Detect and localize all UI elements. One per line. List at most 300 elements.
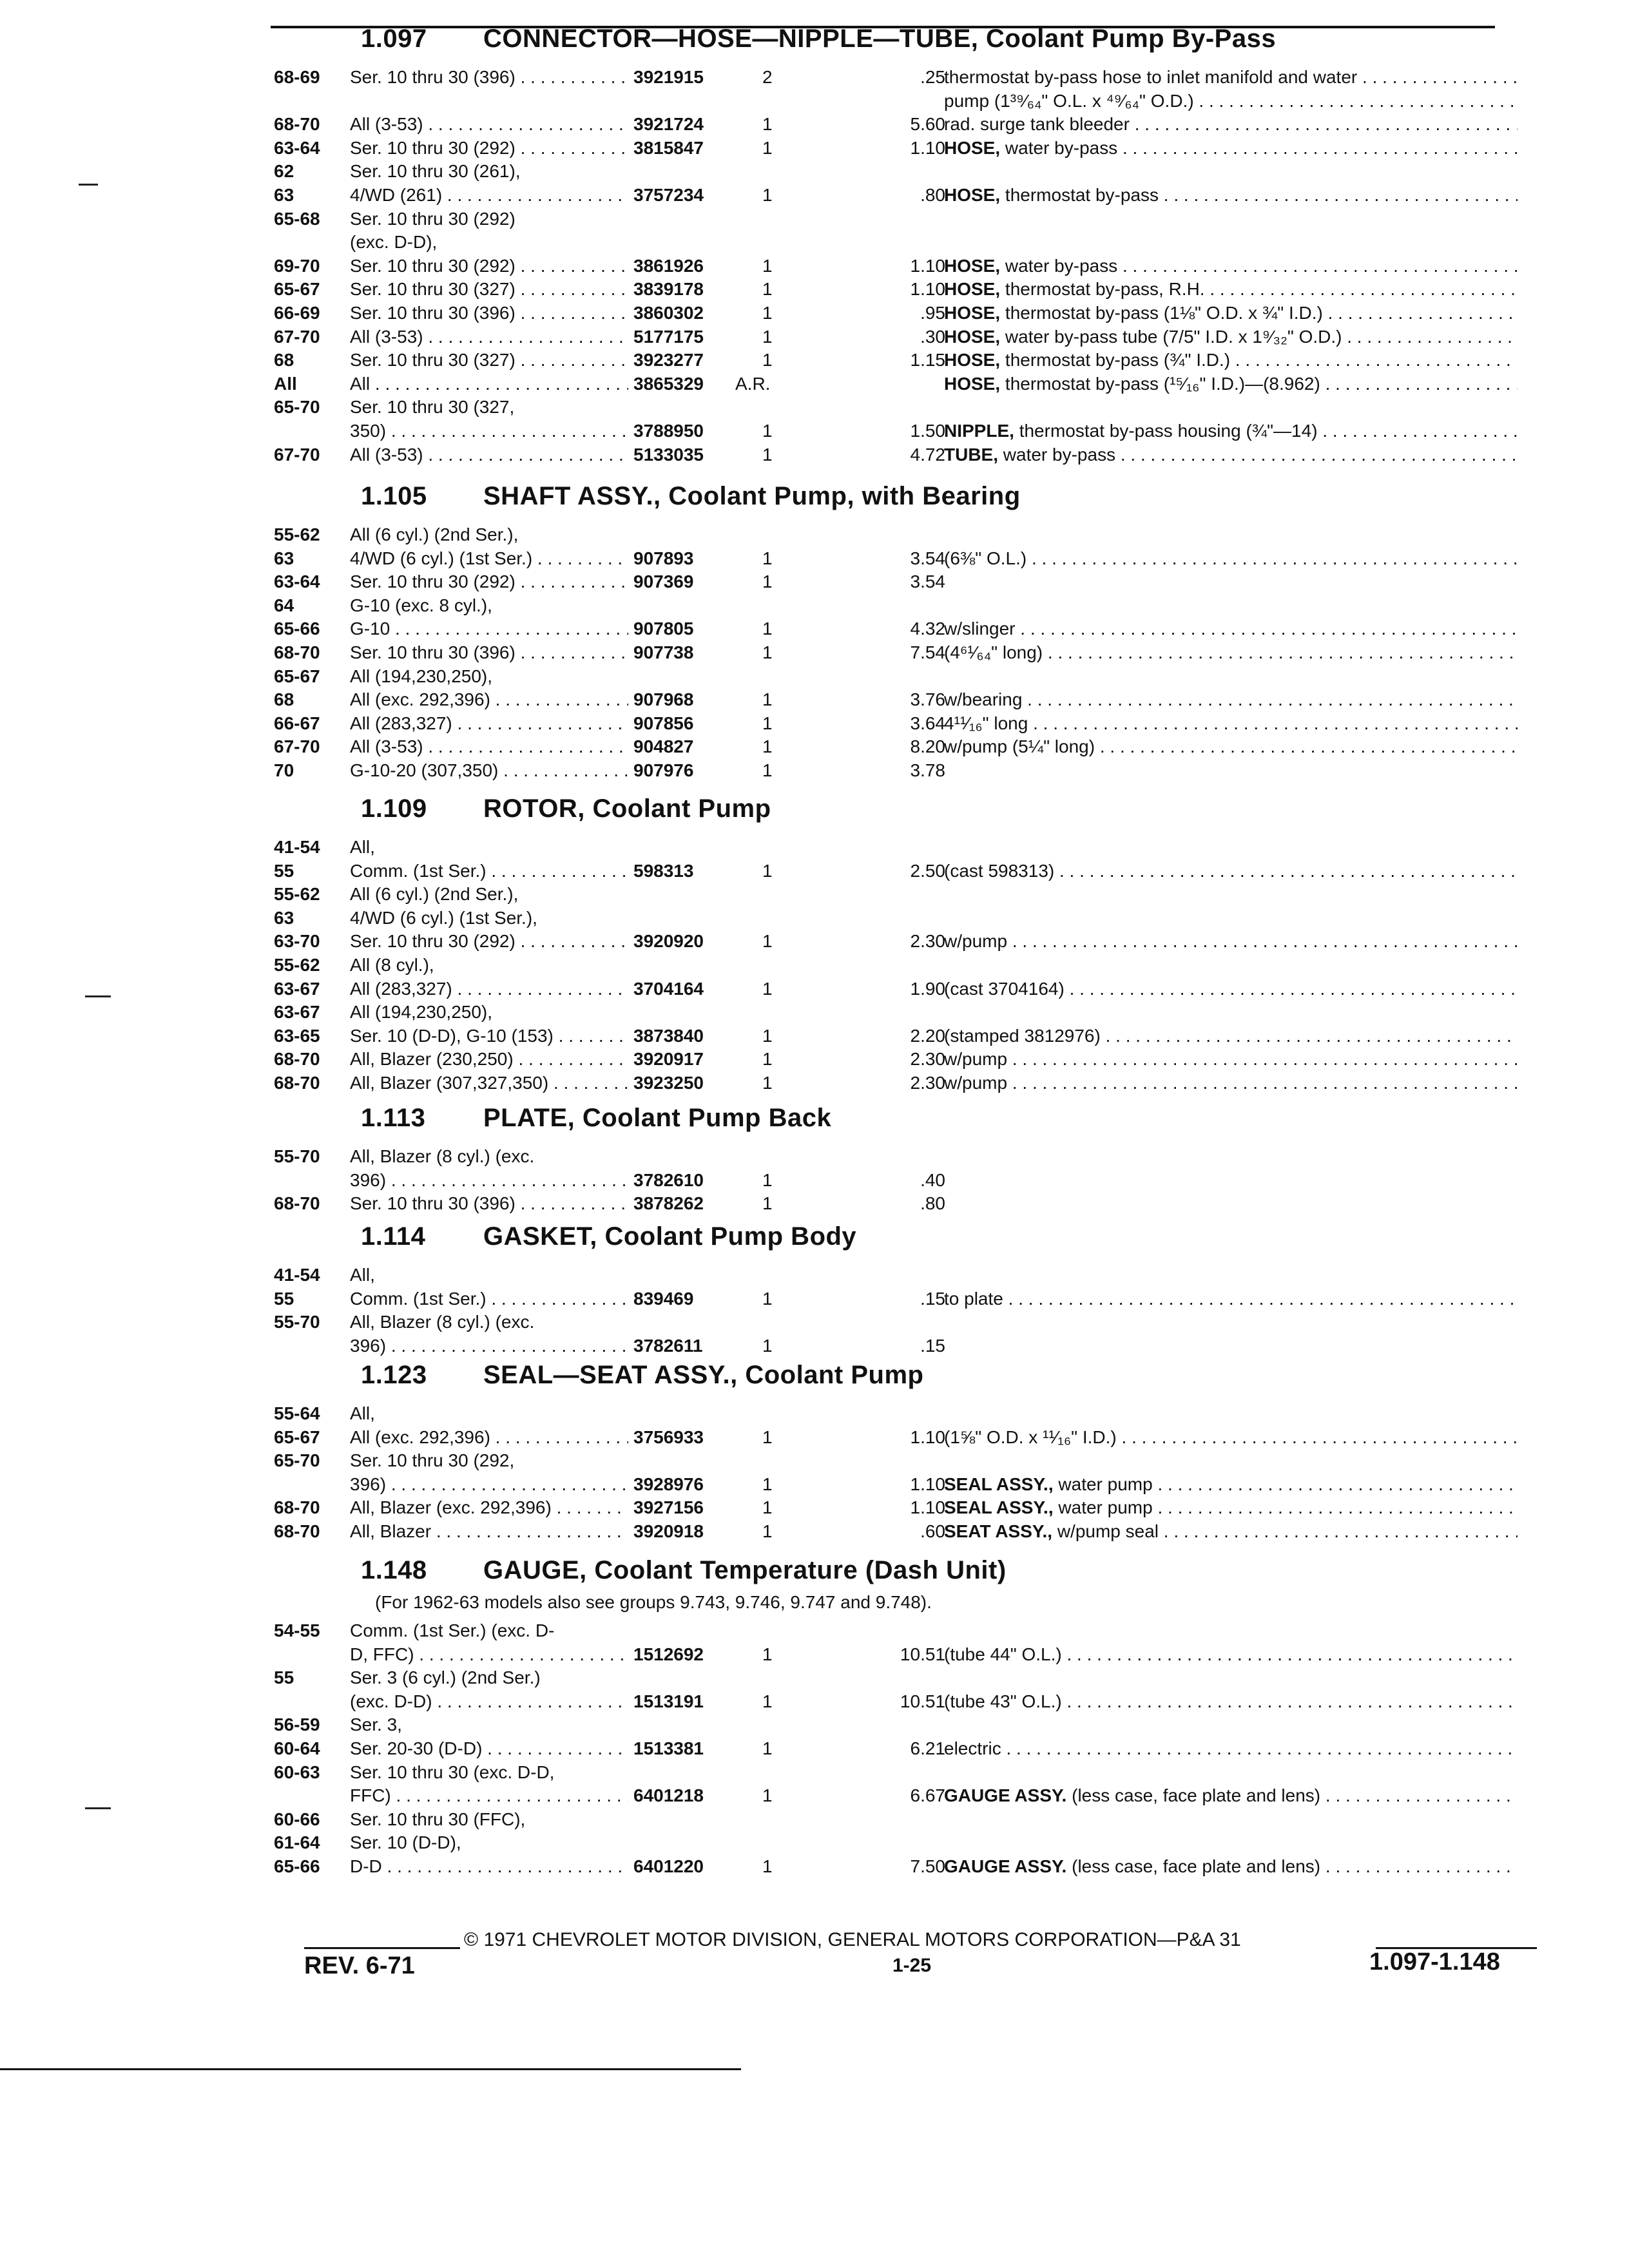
description: [944, 930, 1518, 953]
description: [944, 1426, 1518, 1449]
quantity: 1: [762, 572, 773, 592]
description-text: 4¹¹⁄₁₆" long: [944, 713, 1028, 733]
part-number: 3921915: [633, 67, 704, 87]
list-price: 2.50: [910, 860, 945, 881]
description-text: thermostat by-pass, R.H.: [1005, 279, 1205, 300]
description-text: w/pump (5¼" long): [944, 736, 1095, 757]
model-years: 55-64: [274, 1403, 320, 1423]
list-price: 7.54: [910, 642, 945, 662]
list-price: .15: [920, 1288, 945, 1309]
application: Ser. 10 thru 30 (292) . . .: [350, 137, 628, 160]
section-number: 1.109: [361, 794, 427, 823]
section-title: SHAFT ASSY., Coolant Pump, with Bearing: [483, 482, 1021, 510]
model-years: 67-70: [274, 444, 320, 465]
application: Ser. 10 thru 30 (261),: [350, 161, 521, 182]
description: [944, 302, 1518, 325]
section-heading: [361, 1222, 856, 1251]
description: [944, 1784, 1518, 1807]
model-years: 63: [274, 548, 294, 568]
application: Ser. 10 (D-D), G-10 (153) . . .: [350, 1024, 628, 1048]
model-years: 62: [274, 161, 294, 182]
model-years: 68-70: [274, 642, 320, 662]
model-years: 65-70: [274, 397, 320, 418]
application: D-D . . .: [350, 1855, 628, 1878]
application: 396) . . .: [350, 1169, 628, 1192]
application: Ser. 10 thru 30 (327) . . .: [350, 349, 628, 372]
list-price: 1.15: [910, 350, 945, 370]
quantity: 1: [762, 978, 773, 999]
part-number: 6401220: [633, 1856, 704, 1876]
description: [944, 641, 1518, 664]
model-years: 67-70: [274, 326, 320, 347]
application: All (6 cyl.) (2nd Ser.),: [350, 524, 519, 544]
application: Ser. 10 thru 30 (FFC),: [350, 1809, 526, 1829]
list-price: 1.10: [910, 1497, 945, 1518]
application: All, Blazer (307,327,350) . . .: [350, 1072, 628, 1095]
list-price: 10.51: [900, 1691, 945, 1711]
section-heading: [361, 1104, 831, 1133]
quantity: 1: [762, 1856, 773, 1876]
quantity: 1: [762, 1025, 773, 1046]
quantity: 1: [762, 1521, 773, 1541]
model-years: 56-59: [274, 1715, 320, 1735]
description-text: thermostat by-pass housing (¾"—14): [1019, 421, 1318, 441]
list-price: 2.20: [910, 1025, 945, 1046]
description-text: thermostat by-pass (¾" I.D.): [1005, 350, 1231, 370]
application: All (283,327) . . .: [350, 712, 628, 735]
section-title: GAUGE, Coolant Temperature (Dash Unit): [483, 1556, 1007, 1584]
model-years: 41-54: [274, 1265, 320, 1285]
list-price: 1.10: [910, 1427, 945, 1447]
list-price: .80: [920, 185, 945, 205]
application: Ser. 10 thru 30 (396) . . .: [350, 641, 628, 664]
quantity: 1: [762, 350, 773, 370]
list-price: .15: [920, 1335, 945, 1356]
quantity: 1: [762, 444, 773, 465]
section-number: 1.148: [361, 1556, 427, 1584]
description: [944, 1048, 1518, 1071]
part-number: 3927156: [633, 1497, 704, 1518]
part-name: HOSE,: [944, 137, 1001, 158]
list-price: 4.72: [910, 444, 945, 465]
section-title: GASKET, Coolant Pump Body: [483, 1222, 857, 1251]
model-years: 68-70: [274, 1521, 320, 1541]
part-number: 3920920: [633, 931, 704, 952]
description: [944, 443, 1518, 466]
description-text: w/pump: [944, 1049, 1008, 1070]
model-years: 69-70: [274, 255, 320, 276]
description: [944, 1690, 1518, 1713]
application: Ser. 10 thru 30 (292) . . .: [350, 255, 628, 278]
section-heading: [361, 482, 1021, 511]
part-number: 3757234: [633, 185, 704, 205]
list-price: 2.30: [910, 1049, 945, 1070]
application: All, Blazer (230,250) . . .: [350, 1048, 628, 1071]
description-text: electric: [944, 1738, 1001, 1758]
model-years: 65-66: [274, 1856, 320, 1876]
application: All (3-53) . . .: [350, 113, 628, 136]
margin-tick: [85, 1807, 111, 1809]
description-text: (tube 43" O.L.): [944, 1691, 1062, 1711]
description-text: water pump: [1058, 1497, 1153, 1518]
quantity: 1: [762, 1691, 773, 1711]
part-number: 3873840: [633, 1025, 704, 1046]
part-number: 3923277: [633, 350, 704, 370]
quantity: 1: [762, 279, 773, 300]
model-years: 41-54: [274, 837, 320, 857]
part-number: 839469: [633, 1288, 694, 1309]
part-number: 5133035: [633, 444, 704, 465]
description-text: (stamped 3812976): [944, 1025, 1101, 1046]
model-years: 55: [274, 1667, 294, 1688]
part-name: SEAT ASSY.,: [944, 1521, 1053, 1541]
description-text: (6⅜" O.L.): [944, 548, 1027, 568]
description: [944, 1643, 1518, 1666]
description: [944, 137, 1518, 160]
list-price: 1.10: [910, 279, 945, 300]
section-number: 1.114: [361, 1222, 426, 1251]
footer-rule-left: [304, 1947, 460, 1949]
description: [944, 1072, 1518, 1095]
model-years: 70: [274, 760, 294, 780]
list-price: .25: [920, 67, 945, 87]
part-name: HOSE,: [944, 255, 1001, 276]
part-number: 907738: [633, 642, 694, 662]
description: [944, 977, 1518, 1001]
application: All (8 cyl.),: [350, 955, 434, 975]
list-price: .30: [920, 326, 945, 347]
description: [944, 1287, 1518, 1311]
model-years: 68-70: [274, 1193, 320, 1214]
model-years: 63: [274, 185, 294, 205]
part-number: 3920917: [633, 1049, 704, 1070]
description-text: water by-pass: [1005, 255, 1118, 276]
model-years: 63-70: [274, 931, 320, 952]
quantity: 1: [762, 736, 773, 757]
part-number: 907976: [633, 760, 694, 780]
model-years: 55-70: [274, 1146, 320, 1166]
footer-revision: REV. 6-71: [304, 1952, 415, 1979]
description-text: thermostat by-pass (1⅛" O.D. x ¾" I.D.): [1005, 303, 1323, 323]
application: (exc. D-D),: [350, 232, 438, 253]
description-text: pump (1³⁹⁄₆₄" O.L. x ⁴⁹⁄₆₄" O.D.): [944, 90, 1194, 111]
model-years: 66-69: [274, 303, 320, 323]
model-years: 63: [274, 907, 294, 928]
model-years: 63-67: [274, 978, 320, 999]
quantity: 1: [762, 1427, 773, 1447]
list-price: 3.76: [910, 689, 945, 710]
application: All, Blazer (8 cyl.) (exc.: [350, 1312, 535, 1332]
application: Ser. 10 thru 30 (396) . . .: [350, 302, 628, 325]
application: (exc. D-D) . . .: [350, 1690, 628, 1713]
description-text: (tube 44" O.L.): [944, 1644, 1062, 1664]
application: 396) . . .: [350, 1473, 628, 1496]
part-number: 907968: [633, 689, 694, 710]
application: FFC) . . .: [350, 1784, 628, 1807]
model-years: 65-68: [274, 208, 320, 229]
part-number: 3704164: [633, 978, 704, 999]
part-number: 598313: [633, 860, 694, 881]
application: Ser. 10 (D-D),: [350, 1832, 461, 1853]
description: [944, 735, 1518, 758]
application: Ser. 3 (6 cyl.) (2nd Ser.): [350, 1667, 541, 1688]
model-years: 65-67: [274, 1427, 320, 1447]
description-text: w/bearing: [944, 689, 1023, 710]
description-text: thermostat by-pass hose to inlet manifold and water: [944, 67, 1358, 87]
part-number: 5177175: [633, 326, 704, 347]
model-years: 63-64: [274, 137, 320, 158]
part-number: 3920918: [633, 1521, 704, 1541]
description-text: water by-pass: [1005, 137, 1118, 158]
description-text: w/pump seal: [1057, 1521, 1159, 1541]
list-price: 1.50: [910, 421, 945, 441]
quantity: 1: [762, 689, 773, 710]
model-years: 67-70: [274, 736, 320, 757]
description-text: (less case, face plate and lens): [1072, 1856, 1321, 1876]
application: Ser. 10 thru 30 (327,: [350, 397, 515, 418]
application: Ser. 3,: [350, 1715, 402, 1735]
application: All,: [350, 837, 375, 857]
quantity: 1: [762, 1738, 773, 1758]
application: Ser. 10 thru 30 (396) . . .: [350, 66, 628, 89]
application: All (exc. 292,396) . . .: [350, 688, 628, 711]
part-number: 3921724: [633, 114, 704, 135]
part-number: 3860302: [633, 303, 704, 323]
part-number: 1512692: [633, 1644, 704, 1664]
section-number: 1.097: [361, 24, 427, 53]
description: [944, 1520, 1518, 1543]
application: All (3-53) . . .: [350, 325, 628, 349]
quantity: 1: [762, 114, 773, 135]
description-text: (cast 3704164): [944, 978, 1065, 999]
part-number: 907805: [633, 619, 694, 639]
application: Ser. 10 thru 30 (292): [350, 208, 516, 229]
application: Ser. 10 thru 30 (292) . . .: [350, 570, 628, 593]
part-number: 3815847: [633, 137, 704, 158]
list-price: 2.30: [910, 931, 945, 952]
application: Ser. 10 thru 30 (exc. D-D,: [350, 1762, 555, 1782]
application: Ser. 10 thru 30 (292) . . .: [350, 930, 628, 953]
section-heading: [361, 1556, 1007, 1585]
application: All,: [350, 1403, 375, 1423]
application: Ser. 10 thru 30 (292,: [350, 1450, 515, 1471]
quantity: 2: [762, 67, 773, 87]
part-name: HOSE,: [944, 373, 1001, 394]
description-text: rad. surge tank bleeder: [944, 114, 1130, 135]
description: [944, 712, 1518, 735]
application: Comm. (1st Ser.) . . .: [350, 860, 628, 883]
model-years: 68-70: [274, 1497, 320, 1518]
footer-copyright: © 1971 CHEVROLET MOTOR DIVISION, GENERAL MOTORS CORPORATION—P&A 31: [464, 1929, 1241, 1950]
description: [944, 349, 1518, 372]
application: 4/WD (261) . . .: [350, 184, 628, 207]
application: All (283,327) . . .: [350, 977, 628, 1001]
part-number: 3782611: [633, 1335, 703, 1356]
model-years: 65-70: [274, 1450, 320, 1471]
part-number: 3756933: [633, 1427, 704, 1447]
model-years: 63-67: [274, 1002, 320, 1023]
section-title: PLATE, Coolant Pump Back: [483, 1104, 832, 1132]
quantity: 1: [762, 713, 773, 733]
part-number: 904827: [633, 736, 694, 757]
quantity: 1: [762, 548, 773, 568]
list-price: .95: [920, 303, 945, 323]
application: G-10-20 (307,350) . . .: [350, 759, 628, 782]
quantity: 1: [762, 326, 773, 347]
model-years: 65-67: [274, 279, 320, 300]
part-number: 1513381: [633, 1738, 704, 1758]
part-name: NIPPLE,: [944, 421, 1014, 441]
bottom-rule: [0, 2068, 741, 2070]
part-number: 3878262: [633, 1193, 704, 1214]
part-number: 6401218: [633, 1785, 704, 1806]
description: [944, 1737, 1518, 1760]
model-years: 55-62: [274, 955, 320, 975]
part-number: 1513191: [633, 1691, 704, 1711]
model-years: 68: [274, 689, 294, 710]
list-price: 7.50: [910, 1856, 945, 1876]
description: [944, 325, 1518, 349]
part-number: 3839178: [633, 279, 704, 300]
description-text: to plate: [944, 1288, 1003, 1309]
application: All (194,230,250),: [350, 666, 493, 686]
model-years: 61-64: [274, 1832, 320, 1853]
section-title: CONNECTOR—HOSE—NIPPLE—TUBE, Coolant Pump By-Pass: [483, 24, 1277, 53]
part-name: SEAL ASSY.,: [944, 1474, 1054, 1494]
description: [944, 1855, 1518, 1878]
description: [944, 113, 1518, 136]
application: All (exc. 292,396) . . .: [350, 1426, 628, 1449]
application: All, Blazer (exc. 292,396) . . .: [350, 1496, 628, 1519]
description-text: (cast 598313): [944, 860, 1055, 881]
list-price: .60: [920, 1521, 945, 1541]
model-years: 63-65: [274, 1025, 320, 1046]
quantity: 1: [762, 860, 773, 881]
model-years: 60-66: [274, 1809, 320, 1829]
model-years: 55: [274, 1288, 294, 1309]
list-price: 6.67: [910, 1785, 945, 1806]
quantity: 1: [762, 421, 773, 441]
model-years: 60-63: [274, 1762, 320, 1782]
description: [944, 1473, 1518, 1496]
model-years: 68: [274, 350, 294, 370]
description: [944, 184, 1518, 207]
application: Ser. 20-30 (D-D) . . .: [350, 1737, 628, 1760]
part-number: 3928976: [633, 1474, 704, 1494]
quantity: 1: [762, 1073, 773, 1093]
part-name: HOSE,: [944, 279, 1001, 300]
description: [944, 1496, 1518, 1519]
model-years: 54-55: [274, 1620, 320, 1640]
description-text: thermostat by-pass (¹⁵⁄₁₆" I.D.)—(8.962): [1005, 373, 1320, 394]
application: All, Blazer . . .: [350, 1520, 628, 1543]
section-heading: [361, 1361, 923, 1390]
application: 4/WD (6 cyl.) (1st Ser.) . . .: [350, 547, 628, 570]
description-text: thermostat by-pass: [1005, 185, 1159, 205]
quantity: 1: [762, 1335, 773, 1356]
list-price: 6.21: [910, 1738, 945, 1758]
list-price: 1.90: [910, 978, 945, 999]
quantity: 1: [762, 255, 773, 276]
description-text: (1⅝" O.D. x ¹¹⁄₁₆" I.D.): [944, 1427, 1117, 1447]
part-number: 3923250: [633, 1073, 704, 1093]
section-number: 1.123: [361, 1361, 427, 1389]
quantity: 1: [762, 1169, 773, 1190]
model-years: 55: [274, 860, 294, 881]
part-number: 3865329: [633, 373, 704, 394]
model-years: 65-66: [274, 619, 320, 639]
application: All,: [350, 1265, 375, 1285]
part-number: 3788950: [633, 421, 704, 441]
description-text: (less case, face plate and lens): [1072, 1785, 1321, 1806]
list-price: 3.78: [910, 760, 945, 780]
description-text: (4⁶¹⁄₆₄" long): [944, 642, 1043, 662]
application: Ser. 10 thru 30 (327) . . .: [350, 278, 628, 301]
description-text: water pump: [1058, 1474, 1153, 1494]
quantity: 1: [762, 1785, 773, 1806]
section-heading: [361, 24, 1276, 53]
footer-page-number: 1-25: [892, 1955, 932, 1976]
section-title: SEAL—SEAT ASSY., Coolant Pump: [483, 1361, 924, 1389]
list-price: 3.64: [910, 713, 945, 733]
description: [944, 688, 1518, 711]
application: All . . .: [350, 372, 628, 396]
description-text: w/pump: [944, 1073, 1008, 1093]
application: 4/WD (6 cyl.) (1st Ser.),: [350, 907, 537, 928]
quantity: 1: [762, 619, 773, 639]
part-number: 907369: [633, 572, 694, 592]
description-text: water by-pass: [1003, 444, 1116, 465]
list-price: 1.10: [910, 1474, 945, 1494]
part-name: HOSE,: [944, 350, 1001, 370]
section-note: (For 1962-63 models also see groups 9.743, 9.746, 9.747 and 9.748).: [375, 1592, 932, 1612]
application: G-10 . . .: [350, 617, 628, 640]
quantity: 1: [762, 1474, 773, 1494]
model-years: 55-70: [274, 1312, 320, 1332]
footer-section-range: 1.097-1.148: [1369, 1948, 1500, 1975]
part-name: HOSE,: [944, 326, 1001, 347]
model-years: 63-64: [274, 572, 320, 592]
application: 396) . . .: [350, 1334, 628, 1358]
model-years: 68-70: [274, 114, 320, 135]
quantity: 1: [762, 137, 773, 158]
description: [944, 66, 1518, 89]
model-years: 68-70: [274, 1049, 320, 1070]
model-years: All: [274, 373, 297, 394]
quantity: A.R.: [735, 373, 771, 394]
list-price: 5.60: [910, 114, 945, 135]
list-price: .80: [920, 1193, 945, 1214]
quantity: 1: [762, 185, 773, 205]
description-text: water by-pass tube (7/5" I.D. x 1⁹⁄₃₂" O.D.): [1005, 326, 1342, 347]
model-years: 55-62: [274, 884, 320, 905]
application: Comm. (1st Ser.) (exc. D-: [350, 1620, 555, 1640]
list-price: 4.32: [910, 619, 945, 639]
section-number: 1.105: [361, 482, 427, 510]
quantity: 1: [762, 303, 773, 323]
list-price: 2.30: [910, 1073, 945, 1093]
part-number: 3861926: [633, 255, 704, 276]
model-years: 55-62: [274, 524, 320, 544]
application: G-10 (exc. 8 cyl.),: [350, 595, 492, 615]
description: [944, 90, 1518, 113]
section-title: ROTOR, Coolant Pump: [483, 794, 771, 823]
application: All (6 cyl.) (2nd Ser.),: [350, 884, 519, 905]
model-years: 66-67: [274, 713, 320, 733]
list-price: 3.54: [910, 572, 945, 592]
model-years: 68-70: [274, 1073, 320, 1093]
quantity: 1: [762, 642, 773, 662]
